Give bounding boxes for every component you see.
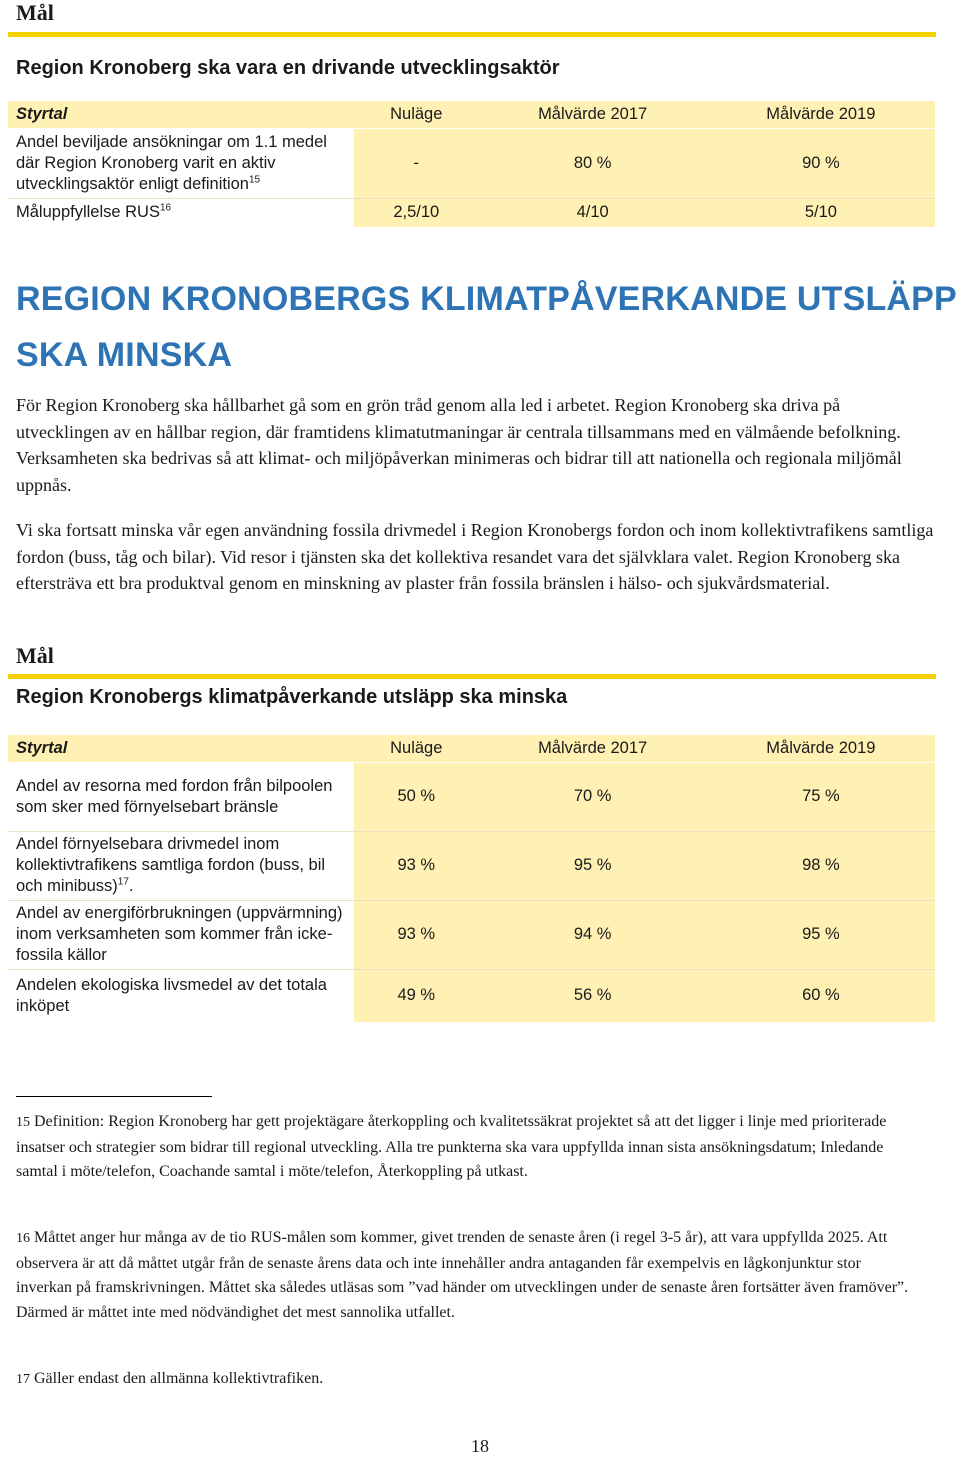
malvarde-2019-header: Målvärde 2019	[707, 101, 935, 128]
footnote-number: 15	[16, 1115, 30, 1130]
page-number: 18	[471, 1436, 489, 1456]
nulage-value: 49 %	[354, 969, 479, 1022]
malvarde-2019-value: 5/10	[707, 198, 935, 227]
malvarde-2017-value: 4/10	[479, 198, 707, 227]
table-row	[8, 969, 935, 1022]
table-row	[8, 831, 935, 900]
table-header-row	[8, 101, 935, 128]
styrtal-header: Styrtal	[8, 101, 354, 128]
malvarde-2017-value: 56 %	[479, 969, 707, 1022]
nulage-value: 2,5/10	[354, 198, 479, 227]
nulage-value: 93 %	[354, 831, 479, 900]
body-paragraph-1: För Region Kronoberg ska hållbarhet gå som en grön tråd genom alla led i arbetet. Region Kronoberg ska driva på utvecklingen av en hållbar region, där framtidens klimatutmaningar är centrala tillsammans med en välmående befolkning. Verksamheten ska bedrivas så att klimat- och miljöpåverkan minimeras och bidrar till att nationella och regionala miljömål uppnås.	[16, 395, 902, 495]
body-paragraph-2: Vi ska fortsatt minska vår egen användning fossila drivmedel i Region Kronobergs fordon och inom kollektivtrafikens samtliga fordon (buss, tåg och bilar). Vid resor i tjänsten ska det kollektiva resandet vara det självklara valet. Region Kronoberg ska eftersträva ett bra produktval genom en minskning av plaster från fossila bränslen i hälso- och sjukvårdsmaterial.	[16, 520, 934, 593]
nulage-value: -	[354, 128, 479, 198]
malvarde-2019-value: 95 %	[707, 900, 935, 969]
table-row	[8, 128, 935, 198]
nulage-header: Nuläge	[354, 101, 479, 128]
row-label: Andel av resorna med fordon från bilpoolen som sker med förnyelsebart bränsle	[8, 762, 354, 831]
table-row	[8, 762, 935, 831]
footnote-15: 15 Definition: Region Kronoberg har gett projektägare återkoppling och kvalitetssäkrat projektet så att det ligger i linje med prioriterade insatser och strategier som bidrar till regional utveckling. Alla tre punkterna ska vara uppfyllda innan sista ansökningsdatum; Inledande samtal i möte/telefon, Coachande samtal i möte/telefon, Återkoppling på utkast.	[16, 1113, 887, 1180]
yellow-divider	[8, 674, 936, 679]
row-label: Andel av energiförbrukningen (uppvärmning) inom verksamheten som kommer från icke-fossila källor	[8, 900, 354, 969]
footnote-number: 17	[16, 1372, 30, 1387]
goal-table	[8, 101, 935, 227]
styrtal-header: Styrtal	[8, 735, 354, 762]
footnote-16: 16 Måttet anger hur många av de tio RUS-målen som kommer, givet trenden de senaste åren (i regel 3-5 år), att vara uppfyllda 2025. Att observera är att då måttet utgår från de senaste årens data och inte innehåller andra antaganden får exempelvis en lågkonjunktur stor inverkan på framskrivningen. Måttet ska således utläsas som ”vad händer om utvecklingen under de senaste åren fortsätter även framöver”. Därmed är måttet inte med nödvändighet det mest sannolika utfallet.	[16, 1229, 909, 1321]
section-heading-line1: REGION KRONOBERGS KLIMATPÅVERKANDE UTSLÄPP	[16, 280, 957, 318]
malvarde-2017-value: 94 %	[479, 900, 707, 969]
yellow-divider	[8, 32, 936, 37]
malvarde-2019-header: Målvärde 2019	[707, 735, 935, 762]
goal-table	[8, 735, 935, 1022]
table-row	[8, 900, 935, 969]
mal-heading: Mål	[16, 0, 54, 25]
row-label: Andel förnyelsebara drivmedel inom kollektivtrafikens samtliga fordon (buss, bil och minibuss)$^{17}$.	[8, 831, 354, 900]
malvarde-2017-value: 80 %	[479, 128, 707, 198]
footnote-ref: 17	[117, 876, 129, 888]
malvarde-2019-value: 75 %	[707, 762, 935, 831]
mal-heading: Mål	[16, 643, 54, 668]
malvarde-2019-value: 90 %	[707, 128, 935, 198]
footnote-ref: 16	[159, 202, 172, 214]
malvarde-2017-value: 70 %	[479, 762, 707, 831]
nulage-value: 50 %	[354, 762, 479, 831]
malvarde-2017-header: Målvärde 2017	[479, 101, 707, 128]
malvarde-2019-value: 98 %	[707, 831, 935, 900]
malvarde-2019-value: 60 %	[707, 969, 935, 1022]
malvarde-2017-header: Målvärde 2017	[479, 735, 707, 762]
row-label: Måluppfyllelse RUS$^{16}$	[8, 198, 354, 227]
section-heading-line2: SKA MINSKA	[16, 336, 233, 374]
table-header-row	[8, 735, 935, 762]
table-row	[8, 198, 935, 227]
goal-title: Region Kronobergs klimatpåverkande utsläpp ska minska	[16, 686, 568, 708]
nulage-value: 93 %	[354, 900, 479, 969]
nulage-header: Nuläge	[354, 735, 479, 762]
row-label: Andelen ekologiska livsmedel av det totala inköpet	[8, 969, 354, 1022]
malvarde-2017-value: 95 %	[479, 831, 707, 900]
row-label: Andel beviljade ansökningar om 1.1 medel där Region Kronoberg varit en aktiv utvecklingsaktör enligt definition$^{15}$	[8, 128, 354, 198]
footnote-ref: 15	[248, 174, 261, 185]
footnote-separator	[16, 1096, 212, 1097]
footnote-17: 17 Gäller endast den allmänna kollektivtrafiken.	[16, 1370, 324, 1387]
footnote-number: 16	[16, 1231, 30, 1246]
goal-title: Region Kronoberg ska vara en drivande utvecklingsaktör	[16, 57, 560, 79]
